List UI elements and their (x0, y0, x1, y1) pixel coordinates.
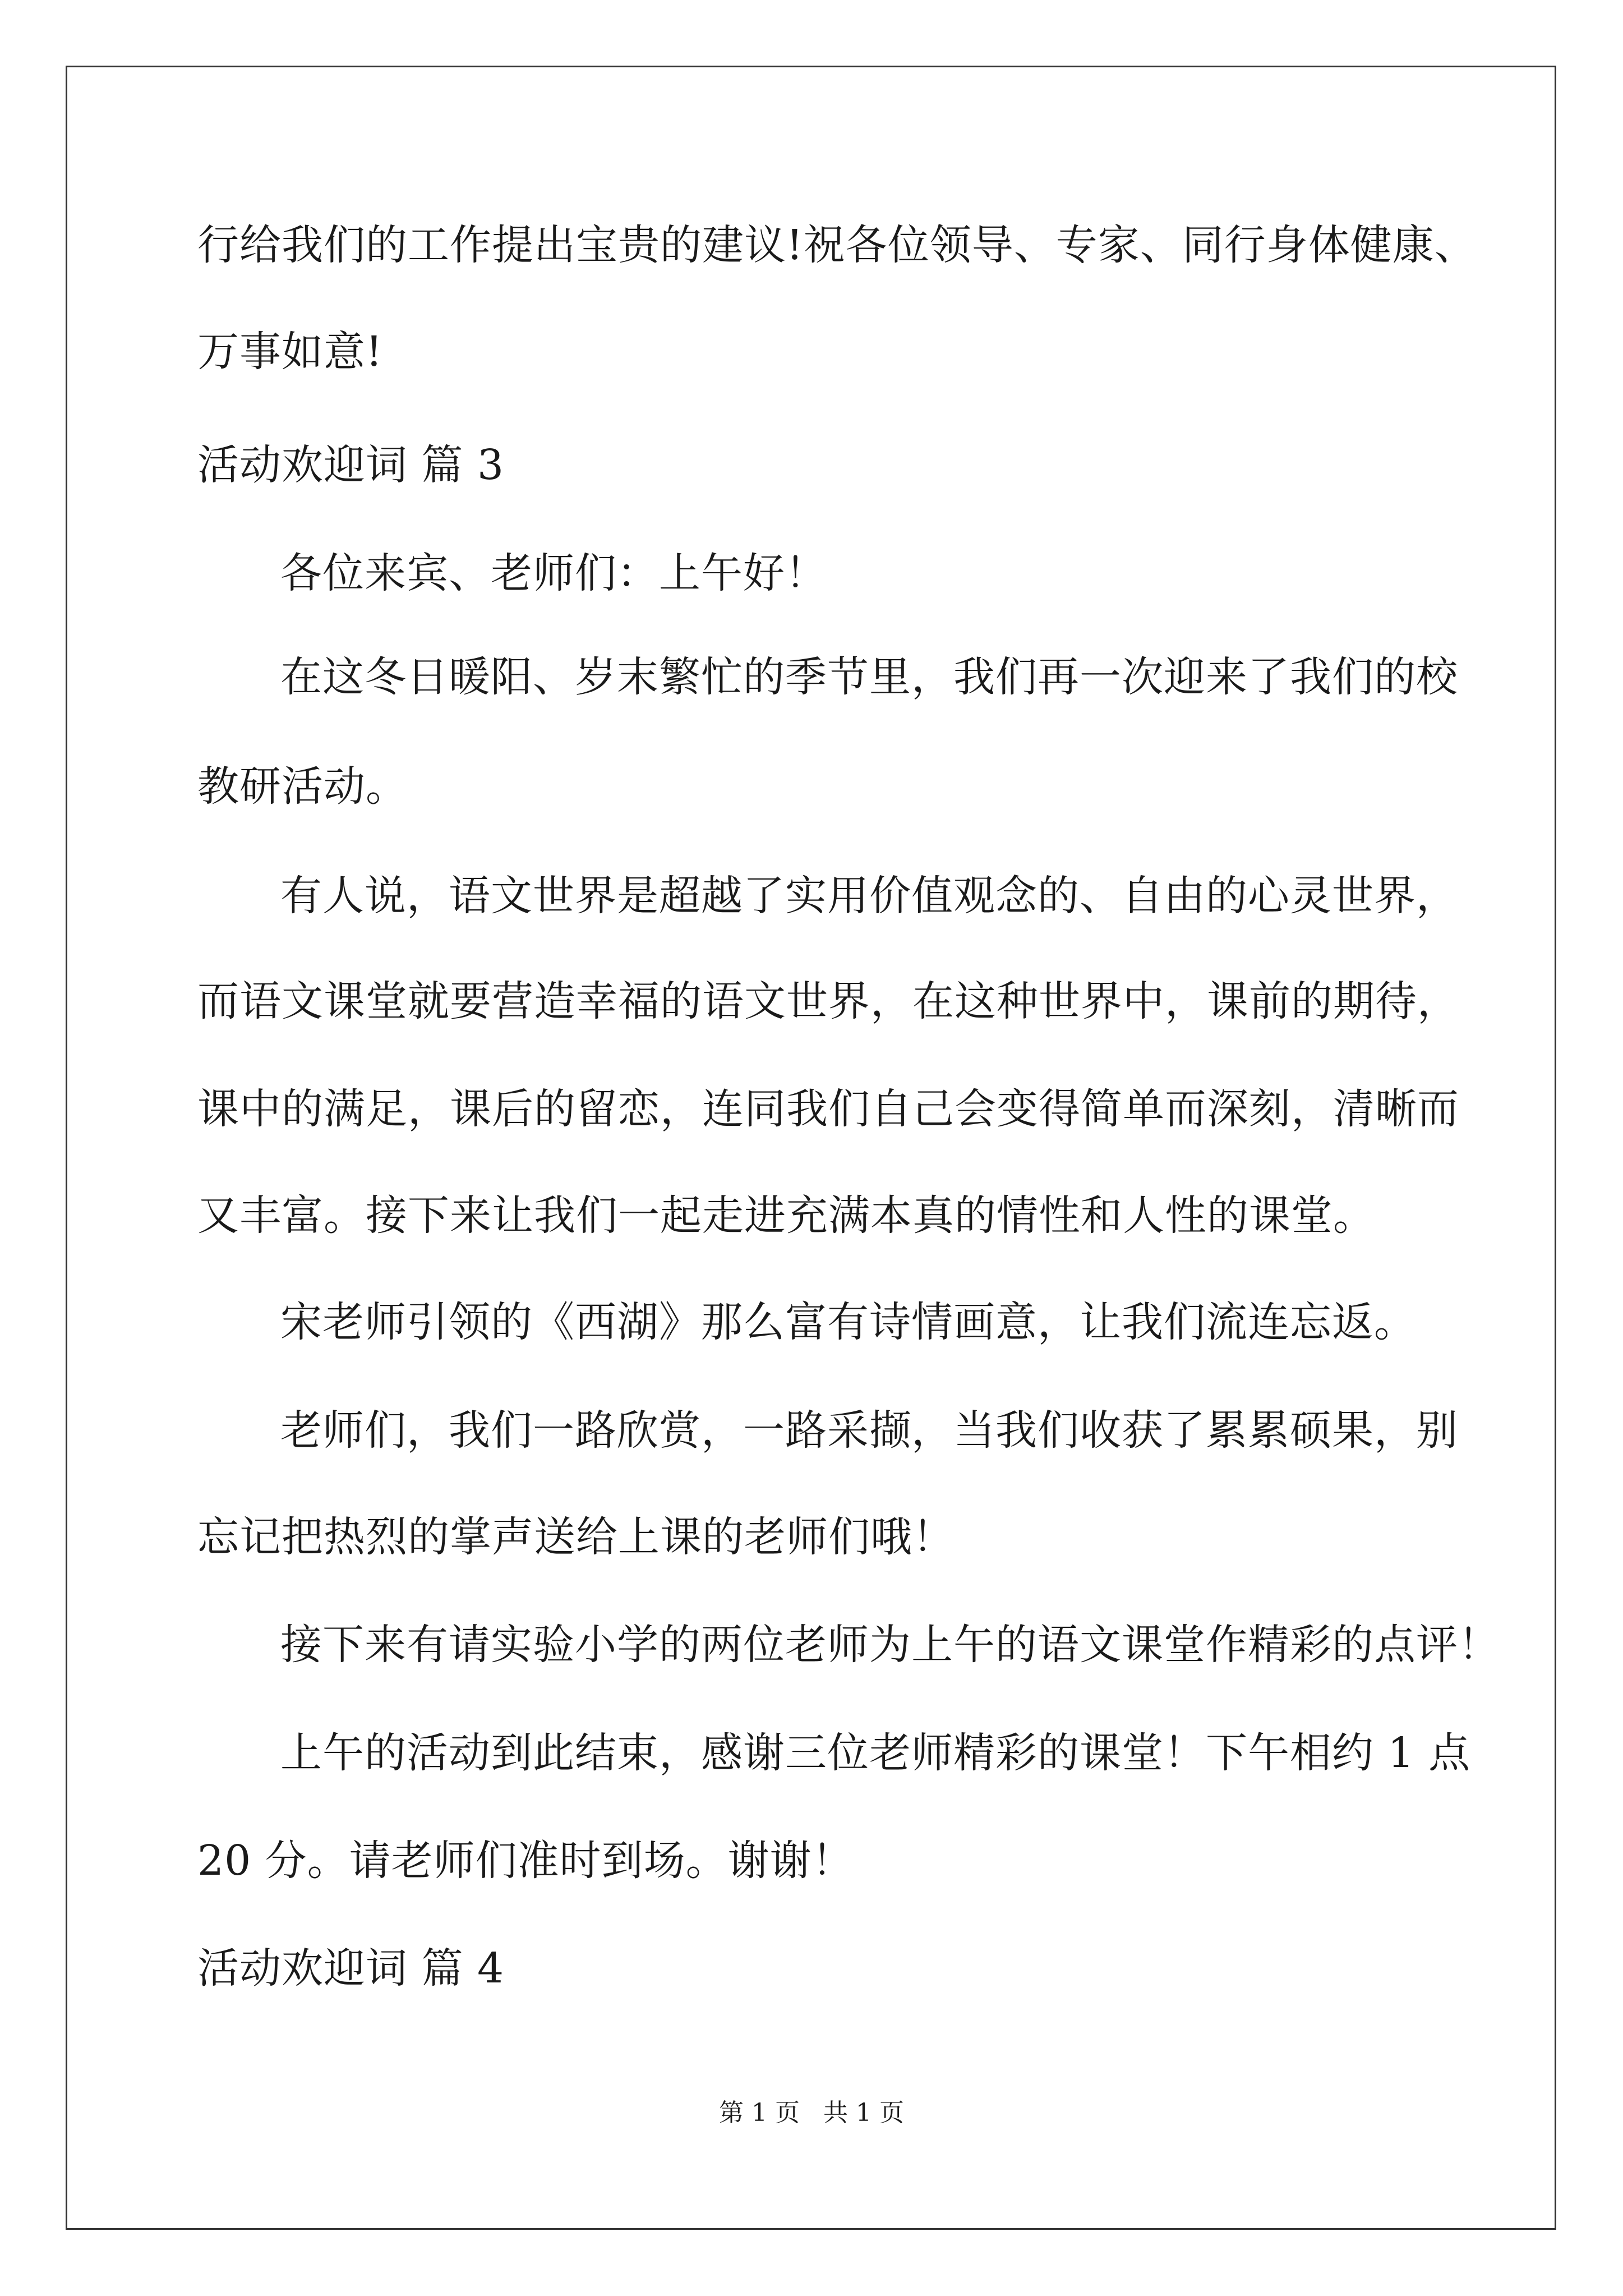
paragraph-line: 在这冬日暖阳、岁末繁忙的季节里，我们再一次迎来了我们的校 (280, 653, 1458, 701)
paragraph-line: 而语文课堂就要营造幸福的语文世界，在这种世界中，课前的期待， (197, 977, 1459, 1025)
paragraph-line: 上午的活动到此结束，感谢三位老师精彩的课堂！下午相约 1 点 (280, 1729, 1471, 1777)
paragraph-line: 教研活动。 (197, 762, 408, 811)
paragraph-line: 忘记把热烈的掌声送给上课的老师们哦！ (197, 1513, 955, 1561)
paragraph-line: 行给我们的工作提出宝贵的建议!祝各位领导、专家、同行身体健康、 (197, 221, 1477, 269)
section-heading: 活动欢迎词 篇 3 (197, 441, 505, 489)
paragraph-line: 万事如意! (197, 328, 383, 376)
section-heading: 活动欢迎词 篇 4 (197, 1944, 505, 1993)
paragraph-line: 接下来有请实验小学的两位老师为上午的语文课堂作精彩的点评！ (280, 1621, 1500, 1669)
paragraph-line: 有人说，语文世界是超越了实用价值观念的、自由的心灵世界， (280, 872, 1458, 920)
paragraph-line: 老师们，我们一路欣赏，一路采撷，当我们收获了累累硕果，别 (280, 1406, 1458, 1455)
page-border (66, 66, 1556, 2230)
paragraph-line: 宋老师引领的《西湖》那么富有诗情画意，让我们流连忘返。 (280, 1298, 1416, 1346)
salutation: 各位来宾、老师们：上午好！ (280, 549, 827, 597)
paragraph-line: 又丰富。接下来让我们一起走进充满本真的情性和人性的课堂。 (197, 1191, 1375, 1240)
paragraph-line: 课中的满足，课后的留恋，连同我们自己会变得简单而深刻，清晰而 (197, 1085, 1459, 1133)
paragraph-line: 20 分。请老师们准时到场。谢谢！ (197, 1837, 854, 1885)
page-number-footer: 第 1 页 共 1 页 (719, 2099, 904, 2127)
